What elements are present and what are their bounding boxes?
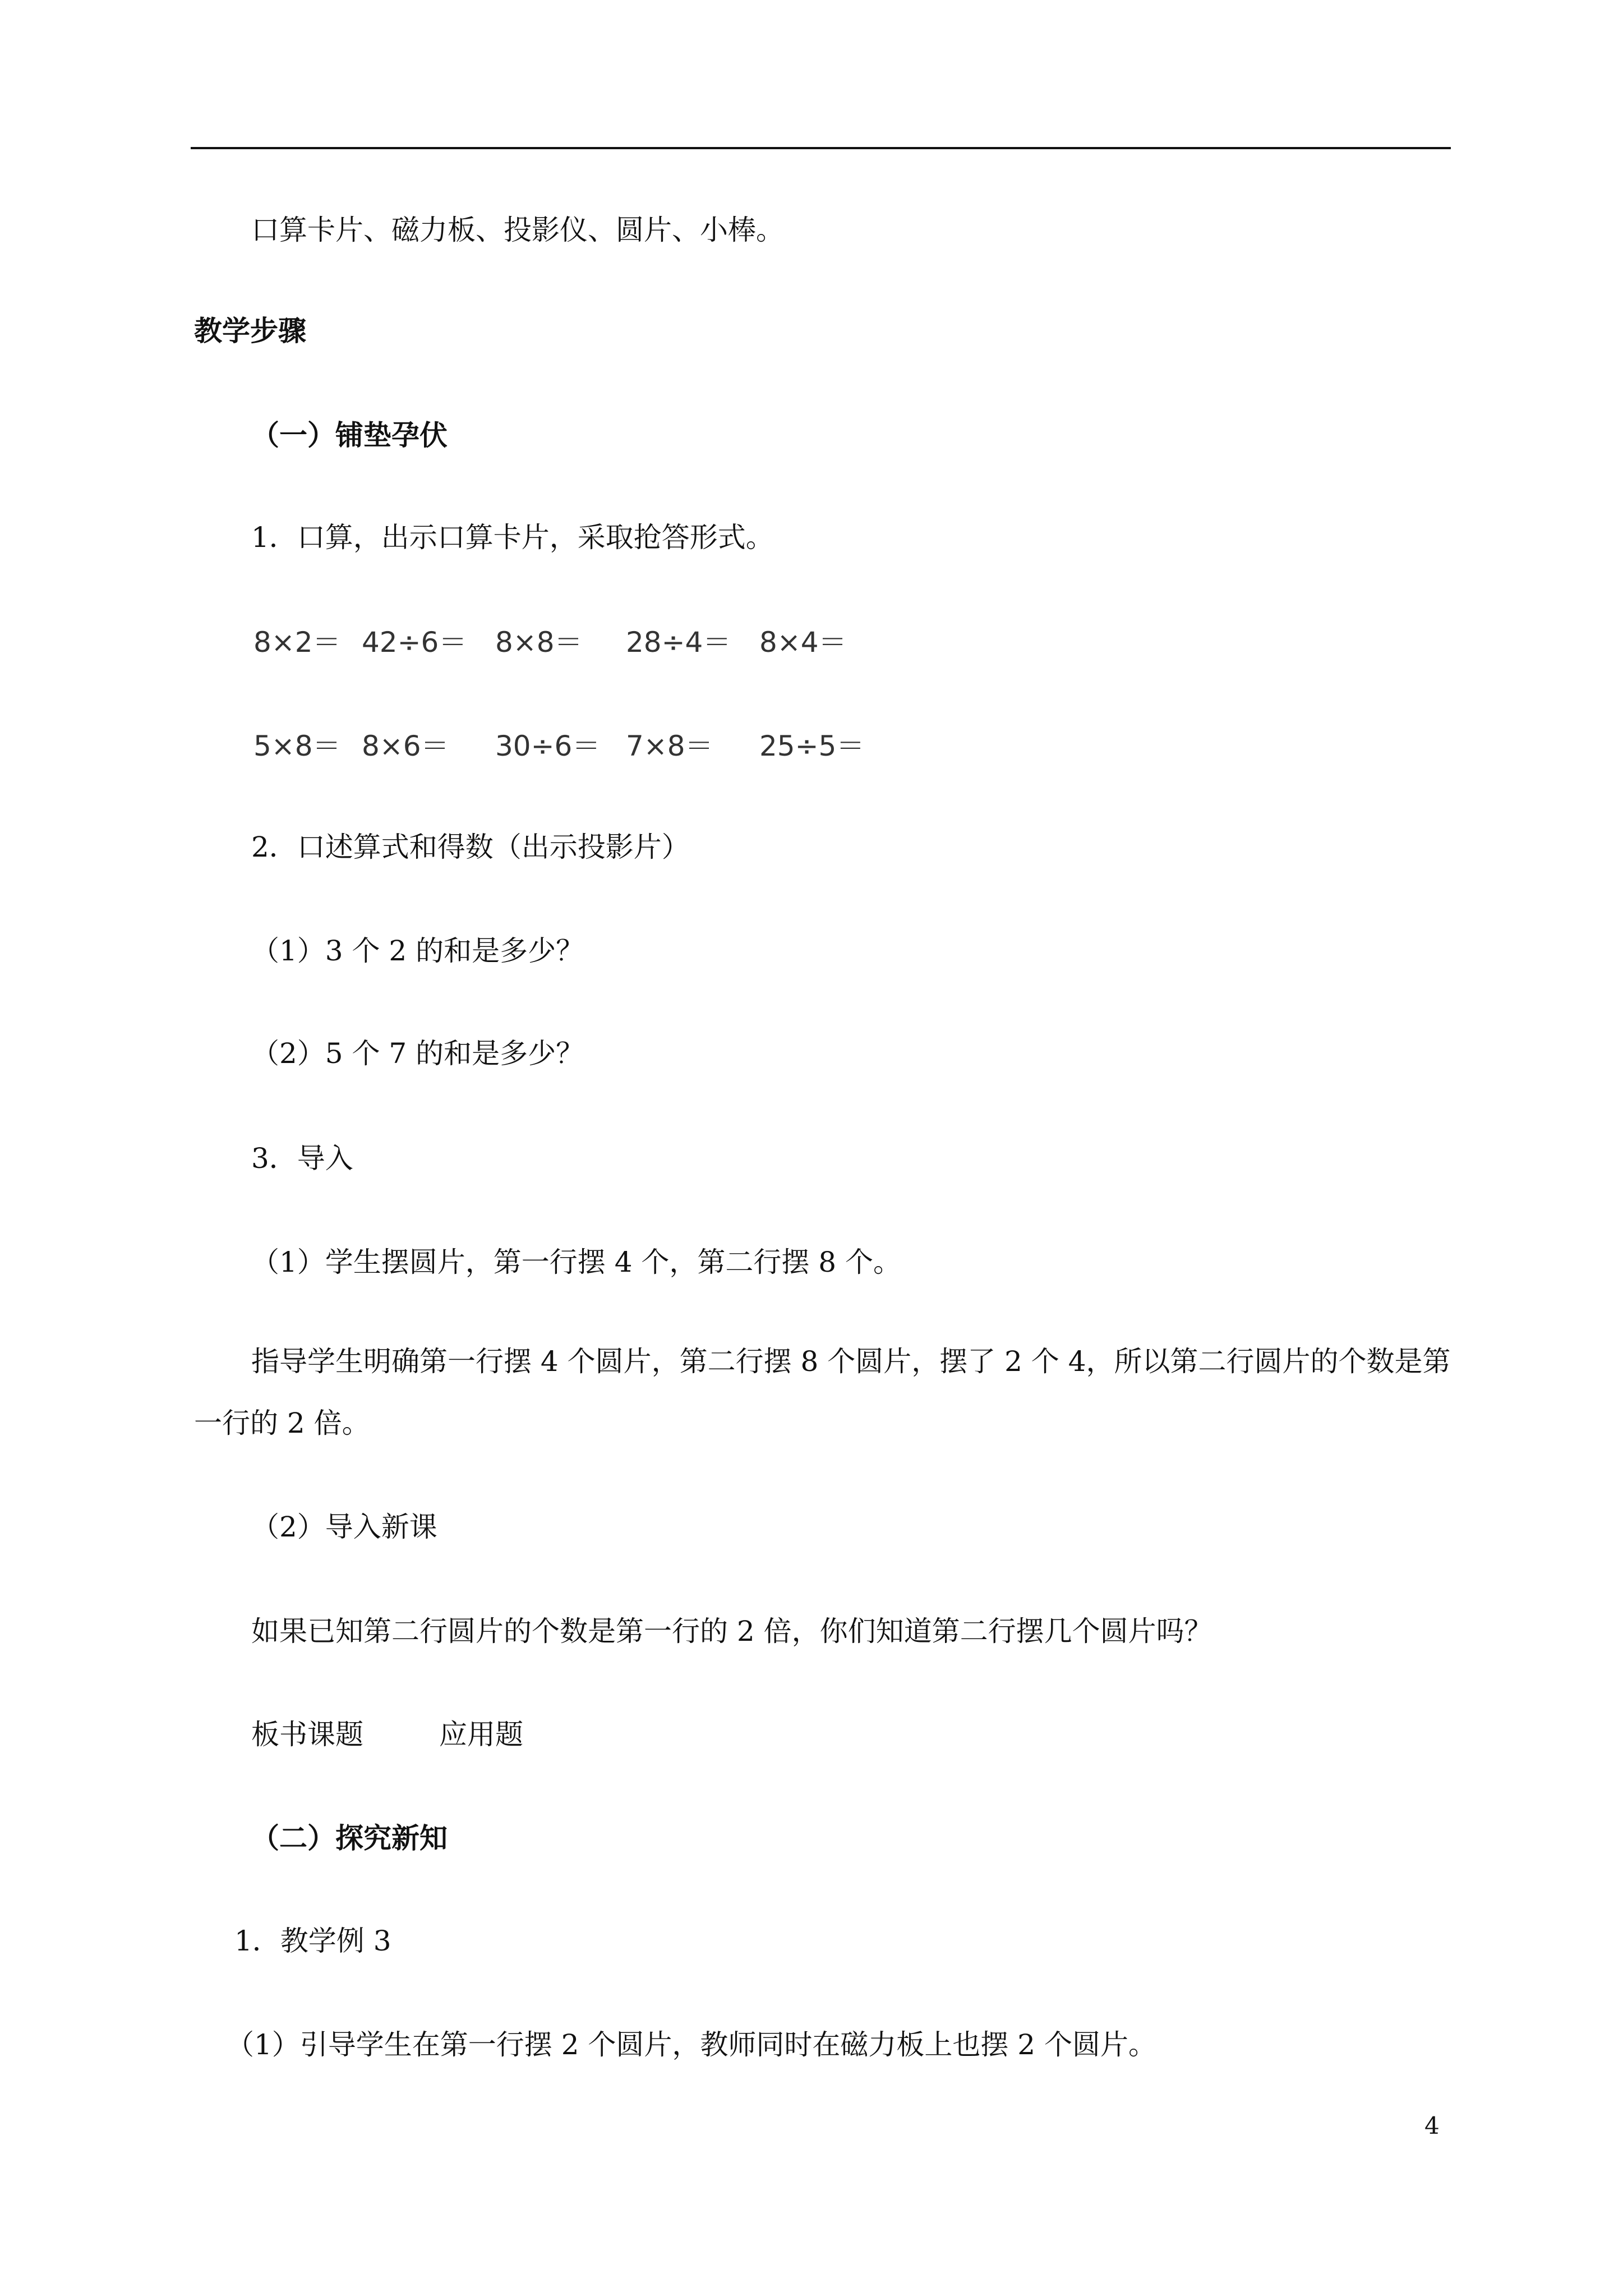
question-1: （1）3 个 2 的和是多少？: [251, 935, 584, 967]
explanation-paragraph: 指导学生明确第一行摆 4 个圆片，第二行摆 8 个圆片，摆了 2 个 4，所以第二行圆片的个数是第一行的 2 倍。: [194, 1345, 1451, 1439]
section-heading: 教学步骤: [194, 314, 306, 347]
example-heading: 1．教学例 3: [234, 1925, 391, 1957]
equation: 7×8＝: [626, 730, 713, 762]
sub-item-2: （2）导入新课: [251, 1511, 437, 1543]
item-2: 2．口述算式和得数（出示投影片）: [251, 831, 690, 863]
equation: 8×6＝: [362, 730, 449, 762]
part2-heading: （二）探究新知: [251, 1821, 448, 1855]
equation: 5×8＝: [253, 730, 341, 762]
equation: 8×2＝: [253, 626, 341, 659]
equation: 8×8＝: [495, 626, 583, 659]
equation: 25÷5＝: [759, 730, 865, 762]
materials-line: 口算卡片、磁力板、投影仪、圆片、小棒。: [251, 214, 784, 246]
header-rule: [191, 147, 1451, 149]
item-3: 3．导入: [251, 1142, 353, 1175]
equation: 30÷6＝: [495, 730, 601, 762]
equations-row-1: [0, 625, 1623, 659]
step-1: （1）引导学生在第一行摆 2 个圆片，教师同时在磁力板上也摆 2 个圆片。: [226, 2028, 1157, 2061]
sub-item-1: （1）学生摆圆片，第一行摆 4 个，第二行摆 8 个。: [251, 1246, 902, 1278]
item-1: 1．口算，出示口算卡片，采取抢答形式。: [251, 521, 774, 554]
equations-row-2: [0, 729, 1623, 763]
board-label: 板书课题: [251, 1718, 363, 1751]
equation: 28÷4＝: [626, 626, 731, 659]
equation: 42÷6＝: [362, 626, 467, 659]
question-2: （2）5 个 7 的和是多少？: [251, 1037, 584, 1070]
equation: 8×4＝: [759, 626, 847, 659]
part1-heading: （一）铺垫孕伏: [251, 418, 448, 452]
lead-in-question: 如果已知第二行圆片的个数是第一行的 2 倍，你们知道第二行摆几个圆片吗？: [251, 1615, 1212, 1648]
page-number: 4: [1424, 2112, 1440, 2139]
board-title: 应用题: [439, 1718, 523, 1751]
